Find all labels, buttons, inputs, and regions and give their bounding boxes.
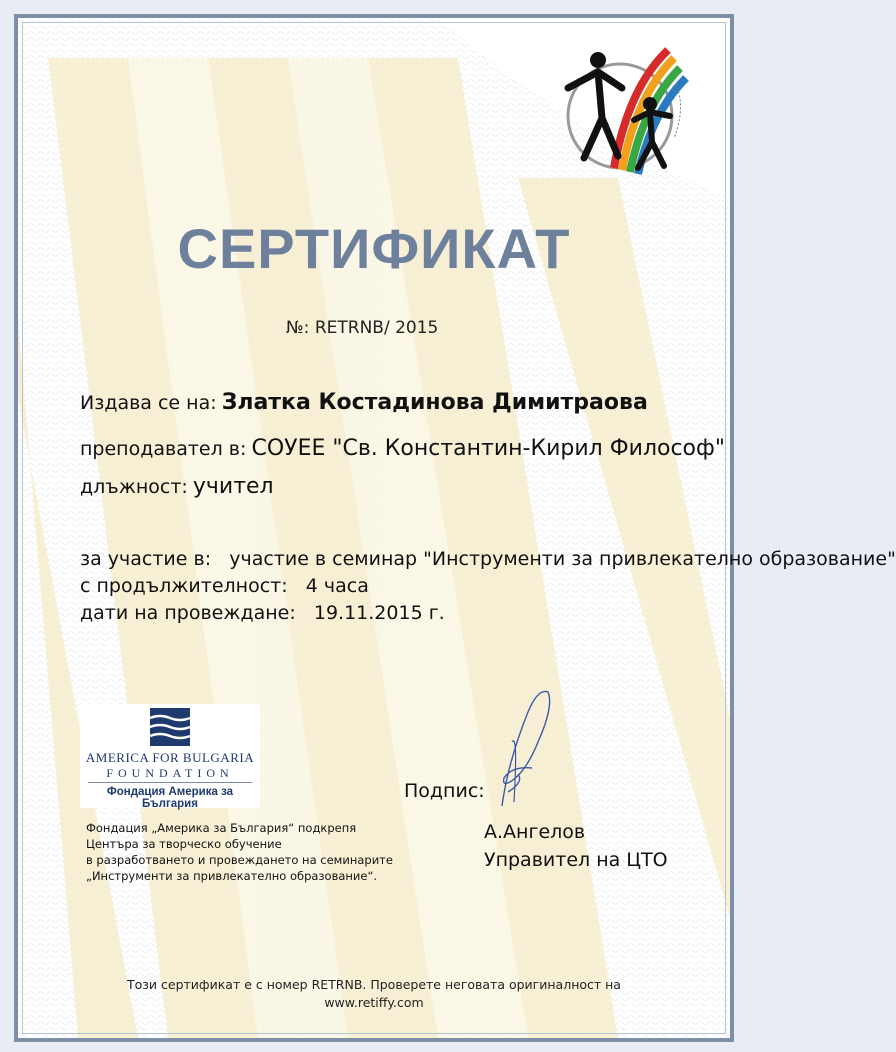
teacher-at-row	[80, 436, 725, 461]
certificate-frame	[14, 14, 896, 1042]
duration-row	[80, 575, 369, 597]
afb-foundation: FOUNDATION	[106, 766, 234, 780]
participation-value: участие в семинар "Инструменти за привлекателно образование"	[229, 548, 896, 570]
issued-to-value: Златка Костадинова Димитраова	[221, 390, 648, 415]
signatory-name: А.Ангелов	[484, 821, 586, 843]
participation-label: за участие в:	[80, 548, 212, 570]
number-prefix: №:	[286, 318, 310, 338]
issued-to-row	[80, 390, 648, 415]
sponsor-note-line: в разработването и провеждането на семинарите	[86, 853, 393, 867]
verification-footer	[18, 976, 730, 1012]
ctt-logo-icon	[558, 38, 698, 178]
sponsor-note-line: „Инструменти за привлекателно образование“.	[86, 869, 378, 883]
duration-label: с продължителност:	[80, 575, 288, 597]
dates-value: 19.11.2015 г.	[313, 602, 445, 624]
position-label: длъжност:	[80, 476, 188, 498]
participation-row	[80, 548, 896, 570]
sponsor-note	[86, 820, 393, 884]
afb-name: AMERICA FOR BULGARIA	[85, 750, 255, 765]
certificate-number	[286, 318, 438, 338]
sponsor-note-line: Фондация „Америка за България“ подкрепя	[86, 821, 357, 835]
number-value: RETRNB/ 2015	[314, 318, 439, 338]
afb-logo	[80, 704, 260, 808]
signatory-role: Управител на ЦТО	[484, 849, 668, 871]
footer-text: Този сертификат е с номер RETRNB. Проверете неговата оригиналност на	[127, 977, 621, 992]
sponsor-note-line: Центъра за творческо обучение	[86, 837, 282, 851]
afb-flag-icon	[150, 708, 190, 746]
duration-value: 4 часа	[305, 575, 369, 597]
signatory	[484, 818, 668, 874]
position-value: учител	[192, 474, 274, 499]
signature-scribble-icon	[488, 682, 558, 812]
footer-link[interactable]: www.retiffy.com	[324, 995, 424, 1010]
afb-bulgarian-name: Фондация Америка за България	[106, 786, 234, 810]
position-row	[80, 474, 274, 499]
certificate-title: СЕРТИФИКАТ	[177, 217, 571, 280]
teacher-at-value: СОУЕЕ "Св. Константин-Кирил Философ"	[251, 436, 725, 461]
dates-row	[80, 602, 445, 624]
afb-divider	[88, 782, 252, 783]
issued-to-label: Издава се на:	[80, 392, 217, 414]
dates-label: дати на провеждане:	[80, 602, 296, 624]
teacher-at-label: преподавател в:	[80, 438, 247, 460]
signature-label: Подпис:	[404, 780, 485, 802]
